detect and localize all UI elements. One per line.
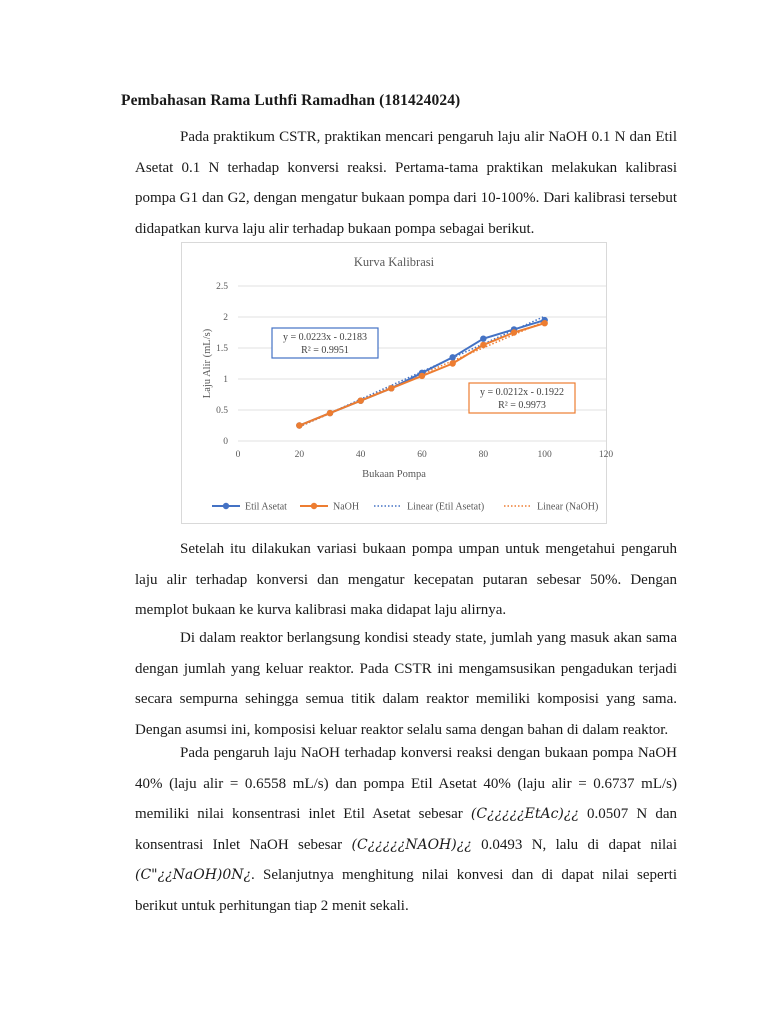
paragraph-text: 0.0507 N dan konsentrasi Inlet NaOH sebesar	[135, 806, 677, 853]
x-tick-label: 120	[598, 450, 614, 460]
legend-label: Linear (NaOH)	[537, 501, 599, 513]
paragraph-text: Pada pengaruh laju NaOH terhadap konversi reaksi dengan bukaan pompa NaOH 40% (laju alir = 0.6558 mL/s) dan pompa Etil Asetat 40% (laju alir = 0.6737 mL/s) memiliki nilai konsentrasi inlet Etil Asetat sebesar	[135, 745, 677, 822]
x-tick-label: 80	[478, 450, 489, 460]
y-tick-label: 2.5	[216, 282, 228, 292]
paragraph-steady-state: Di dalam reaktor berlangsung kondisi steady state, jumlah yang masuk akan sama dengan jumlah yang keluar reaktor. Pada CSTR ini mengamsusikan pengadukan terjadi secara sempurna sehingga semua titik dalam reaktor memiliki komposisi yang sama. Dengan asumsi ini, komposisi keluar reaktor selalu sama dengan bahan di dalam reaktor.	[135, 630, 677, 738]
paragraph-text: 0.0493 N, lalu di dapat nilai	[471, 836, 677, 853]
chart-title: Kurva Kalibrasi	[353, 255, 435, 269]
paragraph-intro: Pada praktikum CSTR, praktikan mencari pengaruh laju alir NaOH 0.1 N dan Etil Asetat 0.1 N terhadap konversi reaksi. Pertama-tama praktikan melakukan kalibrasi pompa G1 dan G2, dengan mengatur bukaan pompa dari 10-100%. Dari kalibrasi tersebut didapatkan kurva laju alir terhadap bukaan pompa sebagai berikut.	[135, 129, 677, 237]
y-axis-label: Laju Alir (mL/s)	[202, 328, 213, 399]
paragraph-variation: Setelah itu dilakukan variasi bukaan pompa umpan untuk mengetahui pengaruh laju alir terhadap konversi dan mengatur kecepatan putaran sebesar 50%. Dengan memplot bukaan ke kurva kalibrasi maka didapat laju alirnya.	[135, 541, 677, 618]
x-tick-label: 40	[355, 450, 366, 460]
legend-marker	[311, 503, 317, 509]
y-tick-label: 0.5	[216, 406, 228, 416]
data-point	[388, 385, 394, 391]
y-tick-label: 0	[223, 437, 228, 447]
y-tick-label: 1.5	[216, 344, 228, 354]
equation-naoh-inlet: (C¿¿¿¿¿NAOH)¿¿	[351, 836, 472, 853]
trendline-equation: y = 0.0223x - 0.2183	[283, 332, 367, 343]
data-point	[296, 422, 302, 428]
x-tick-label: 0	[235, 450, 241, 460]
data-point	[357, 398, 363, 404]
trendline-equation: y = 0.0212x - 0.1922	[480, 387, 564, 398]
trendline-r2: R² = 0.9973	[498, 400, 546, 411]
data-point	[541, 320, 547, 326]
x-tick-label: 60	[417, 450, 427, 460]
paragraph-text: . Selanjutnya menghitung nilai konvesi dan di dapat nilai seperti berikut untuk perhitungan tiap 2 menit sekali.	[135, 867, 677, 914]
equation-naoh-zero: (C"¿¿NaOH)0N¿	[135, 867, 252, 883]
legend-label: Etil Asetat	[245, 501, 287, 513]
equation-etac-inlet: (C¿¿¿¿¿EtAc)¿¿	[470, 806, 579, 822]
x-axis-label: Bukaan Pompa	[362, 469, 426, 480]
trendline-r2: R² = 0.9951	[301, 345, 349, 356]
legend-label: NaOH	[333, 501, 360, 513]
data-point	[327, 410, 333, 416]
x-tick-label: 20	[294, 450, 305, 460]
data-point	[449, 360, 455, 366]
data-point	[480, 342, 486, 348]
y-tick-label: 2	[223, 313, 228, 323]
y-tick-label: 1	[223, 375, 228, 385]
calibration-chart	[181, 242, 614, 524]
section-heading: Pembahasan Rama Luthfi Ramadhan (181424024)	[121, 92, 461, 109]
legend-marker	[223, 503, 229, 509]
x-tick-label: 100	[537, 450, 552, 460]
calibration-chart-svg	[182, 243, 614, 523]
data-point	[419, 373, 425, 379]
data-point	[480, 336, 486, 342]
legend-label: Linear (Etil Asetat)	[407, 501, 485, 513]
paragraph-concentration	[135, 738, 677, 921]
data-point	[511, 329, 517, 335]
data-point	[449, 354, 455, 360]
